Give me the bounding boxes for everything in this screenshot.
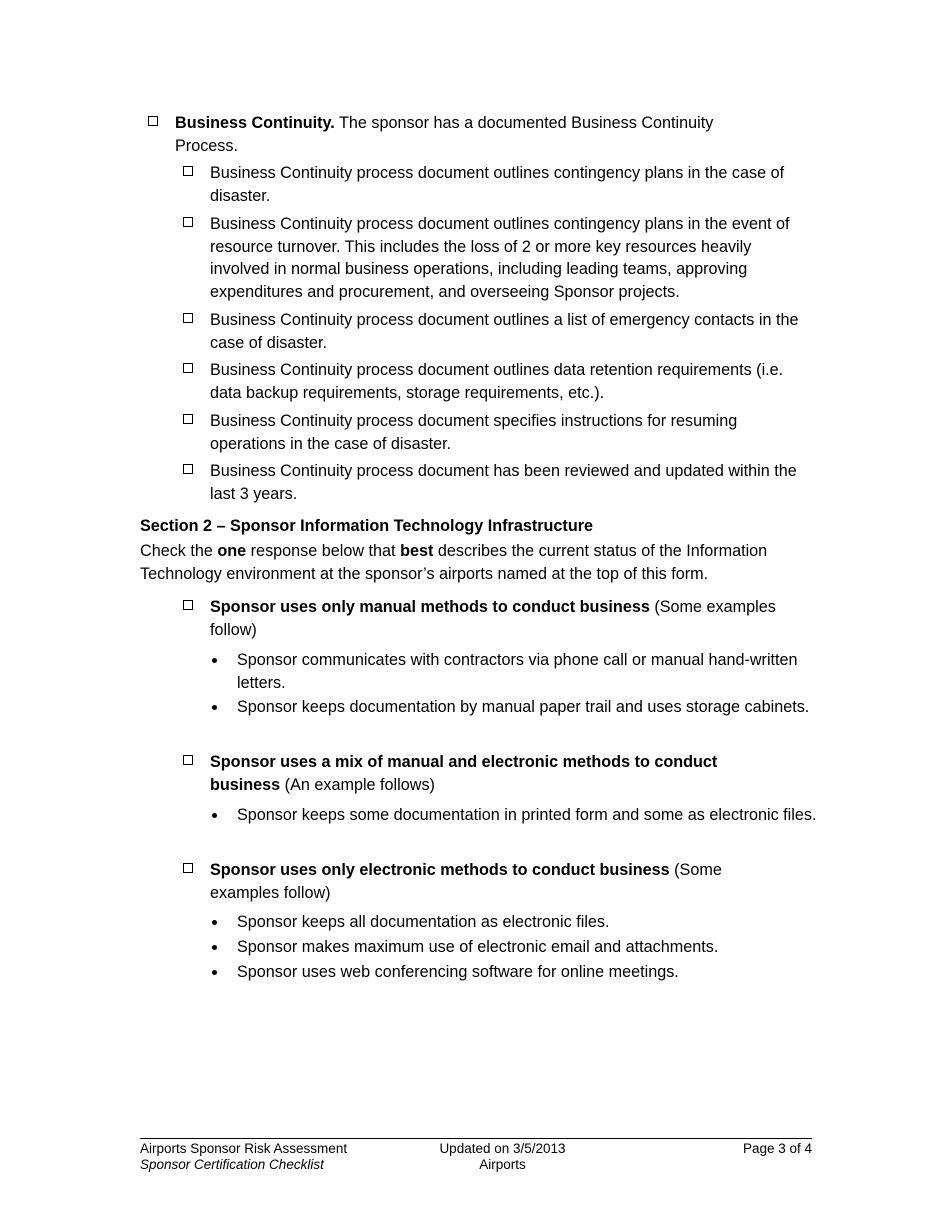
bullet-text: Sponsor uses web conferencing software for online meetings. (237, 963, 679, 981)
intro-emphasis: best (400, 542, 434, 560)
subitem-text: Business Continuity process document outlines contingency plans in the event of resource turnover. This includes the loss of 2 or more key resources heavily involved in normal business operations, including leading teams, approving expenditures and procurement, and overseeing Sponsor projects. (210, 215, 790, 301)
intro-text: describes the current status of the Information Technology environment at the sponsor’s airports named at the top of this form. (140, 542, 768, 583)
bullet-text: Sponsor keeps documentation by manual paper trail and uses storage cabinets. (237, 698, 810, 716)
checkbox[interactable] (183, 363, 193, 373)
option-note: (An example follows) (280, 775, 435, 794)
subitem-text: Business Continuity process document outlines contingency plans in the case of disaster. (210, 164, 785, 205)
item-text (175, 112, 775, 157)
footer-doc-title: Airports Sponsor Risk Assessment (140, 1141, 348, 1156)
intro-emphasis: one (217, 542, 247, 560)
checkbox[interactable] (183, 755, 193, 765)
section-intro (140, 540, 820, 585)
option-label: Sponsor uses only manual methods to conduct business (210, 598, 650, 616)
checkbox[interactable] (183, 464, 193, 474)
footer-org: Airports (479, 1157, 526, 1172)
footer-center (410, 1141, 595, 1173)
checkbox[interactable] (183, 217, 193, 227)
bullet-text: Sponsor keeps all documentation as electronic files. (237, 913, 610, 931)
item-description: The sponsor has a documented Business Continuity Process. (175, 114, 714, 155)
checkbox[interactable] (183, 414, 193, 424)
footer-updated-date: Updated on 3/5/2013 (439, 1141, 566, 1156)
footer-doc-subtitle: Sponsor Certification Checklist (140, 1157, 324, 1172)
bullet-dot (212, 970, 217, 975)
footer-page-number: Page 3 of 4 (742, 1141, 812, 1156)
subitem-text: Business Continuity process document specifies instructions for resuming operations in the case of disaster. (210, 412, 738, 453)
bullet-dot (212, 658, 217, 663)
subitem-text: Business Continuity process document outlines data retention requirements (i.e. data backup requirements, storage requirements, etc.). (210, 361, 784, 402)
intro-text: response below that (246, 542, 401, 560)
checkbox[interactable] (183, 600, 193, 610)
option-label: Sponsor uses only electronic methods to conduct business (210, 861, 670, 879)
subitem-text: Business Continuity process document has been reviewed and updated within the last 3 years. (210, 462, 797, 503)
item-title: Business Continuity. (175, 114, 335, 132)
footer-left (140, 1141, 347, 1173)
section-heading: Section 2 – Sponsor Information Technology Infrastructure (140, 517, 594, 535)
bullet-text: Sponsor keeps some documentation in printed form and some as electronic files. (237, 806, 817, 824)
bullet-dot (212, 705, 217, 710)
checkbox[interactable] (183, 166, 193, 176)
option-note: (Some examples follow) (210, 861, 722, 902)
option-note: (Some examples follow) (210, 598, 776, 639)
bullet-text: Sponsor communicates with contractors via phone call or manual hand-written letters. (237, 651, 798, 692)
bullet-dot (212, 945, 217, 950)
checkbox[interactable] (183, 863, 193, 873)
footer-divider (140, 1138, 812, 1139)
option-text (210, 751, 780, 796)
bullet-text: Sponsor makes maximum use of electronic email and attachments. (237, 938, 719, 956)
subitem-text: Business Continuity process document outlines a list of emergency contacts in the case of disaster. (210, 311, 799, 352)
bullet-dot (212, 920, 217, 925)
option-label: Sponsor uses a mix of manual and electronic methods to conduct business (210, 753, 718, 794)
option-text (210, 596, 820, 641)
checkbox[interactable] (183, 313, 193, 323)
checkbox[interactable] (148, 116, 158, 126)
intro-text: Check the (140, 542, 218, 560)
bullet-dot (212, 813, 217, 818)
option-text (210, 859, 780, 904)
